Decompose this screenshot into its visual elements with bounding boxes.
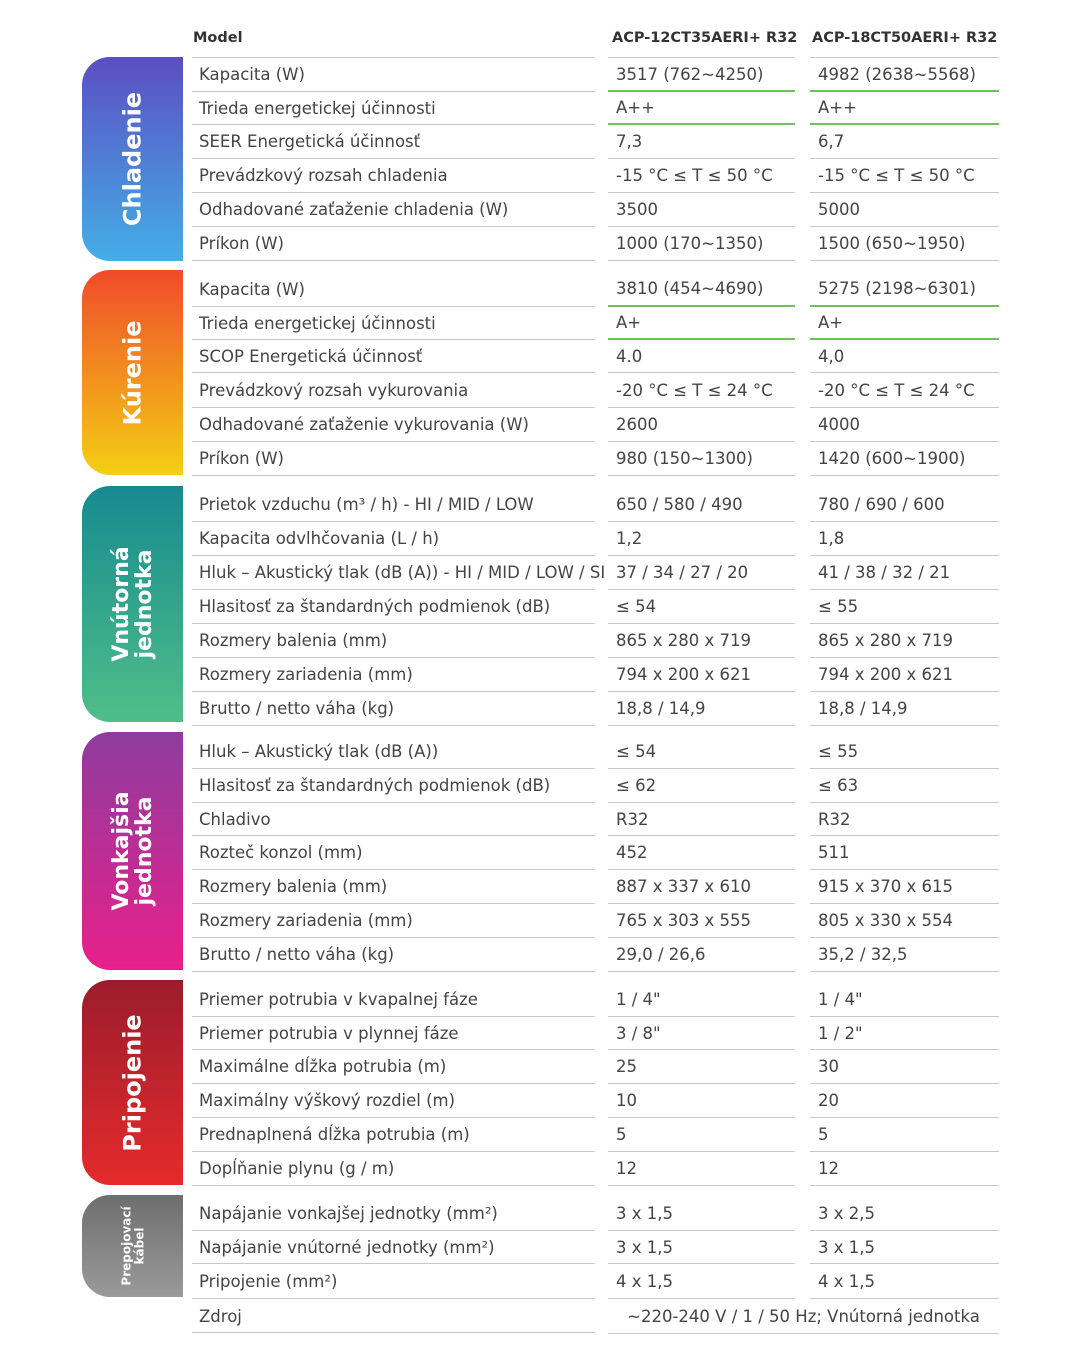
row-value-model-2: 20 <box>810 1084 999 1118</box>
row-label: Hluk – Akustický tlak (dB (A)) - HI / MID / LOW / SI <box>192 556 595 590</box>
model-1-header: ACP-12CT35AERI+ R32 <box>612 30 798 46</box>
table-row <box>0 272 1080 307</box>
row-value-model-1: R32 <box>608 803 795 836</box>
row-value-model-1: 1,2 <box>608 522 795 556</box>
row-value-model-1: 980 (150~1300) <box>608 442 795 476</box>
row-label: Príkon (W) <box>192 227 595 261</box>
row-label: SEER Energetická účinnosť <box>192 125 595 159</box>
row-label: Hlasitosť za štandardných podmienok (dB) <box>192 769 595 803</box>
table-row <box>0 556 1080 590</box>
row-label: Maximálne dĺžka potrubia (m) <box>192 1050 595 1084</box>
row-value-model-2: 30 <box>810 1050 999 1084</box>
row-value-model-1: 794 x 200 x 621 <box>608 658 795 692</box>
row-value-model-2: ≤ 55 <box>810 734 999 769</box>
table-row <box>0 58 1080 92</box>
row-value-model-1: 10 <box>608 1084 795 1118</box>
row-label: Rozmery balenia (mm) <box>192 624 595 658</box>
model-header-label: Model <box>193 30 243 46</box>
table-row <box>0 1118 1080 1152</box>
row-value-model-1: 865 x 280 x 719 <box>608 624 795 658</box>
section-title-line: Vnútorná <box>108 546 134 662</box>
row-value-model-1: ≤ 62 <box>608 769 795 803</box>
table-row <box>0 1084 1080 1118</box>
section-title-line: kábel <box>131 1227 146 1265</box>
row-label: Chladivo <box>192 803 595 836</box>
table-row <box>0 938 1080 972</box>
table-row <box>0 125 1080 159</box>
row-value-model-2: 1,8 <box>810 522 999 556</box>
row-label: Prevádzkový rozsah chladenia <box>192 159 595 193</box>
table-row <box>0 373 1080 408</box>
row-value-model-1: 1 / 4" <box>608 982 795 1017</box>
table-row <box>0 658 1080 692</box>
row-label: SCOP Energetická účinnosť <box>192 340 595 373</box>
row-value-model-1: ≤ 54 <box>608 590 795 624</box>
row-label: Odhadované zaťaženie chladenia (W) <box>192 193 595 227</box>
row-value-span: ~220-240 V / 1 / 50 Hz; Vnútorná jednotka <box>608 1300 999 1334</box>
section-title: Pripojenie <box>117 1013 146 1152</box>
row-value-model-1: 3810 (454~4690) <box>608 272 795 307</box>
row-label: Príkon (W) <box>192 442 595 476</box>
row-value-model-2: 4,0 <box>810 340 999 373</box>
row-value-model-2: ≤ 55 <box>810 590 999 624</box>
row-value-model-1: ≤ 54 <box>608 734 795 769</box>
table-row <box>0 227 1080 261</box>
row-label: Prednaplnená dĺžka potrubia (m) <box>192 1118 595 1152</box>
row-label: Prietok vzduchu (m³ / h) - HI / MID / LOW <box>192 487 595 522</box>
section-title-line: Vonkajšia <box>108 791 134 911</box>
row-value-model-2: 915 x 370 x 615 <box>810 870 999 904</box>
row-value-model-1: A++ <box>608 92 795 125</box>
row-value-model-1: 3 x 1,5 <box>608 1196 795 1231</box>
row-value-model-2: 780 / 690 / 600 <box>810 487 999 522</box>
row-value-model-2: 1 / 4" <box>810 982 999 1017</box>
row-label: Kapacita odvlhčovania (L / h) <box>192 522 595 556</box>
row-value-model-1: 7,3 <box>608 125 795 159</box>
row-label: Brutto / netto váha (kg) <box>192 692 595 726</box>
row-value-model-1: 1000 (170~1350) <box>608 227 795 261</box>
section-title-line: jednotka <box>131 549 157 659</box>
row-value-model-1: 452 <box>608 836 795 870</box>
table-row <box>0 193 1080 227</box>
row-value-model-1: 765 x 303 x 555 <box>608 904 795 938</box>
table-row <box>0 982 1080 1017</box>
row-value-model-1: 5 <box>608 1118 795 1152</box>
table-row <box>0 734 1080 769</box>
section-title: Chladenie <box>117 91 146 227</box>
row-value-model-2: 5000 <box>810 193 999 227</box>
table-row <box>0 836 1080 870</box>
row-label: Rozmery zariadenia (mm) <box>192 904 595 938</box>
table-row <box>0 1152 1080 1186</box>
row-value-model-1: 18,8 / 14,9 <box>608 692 795 726</box>
row-value-model-2: 1 / 2" <box>810 1017 999 1050</box>
row-value-model-2: 3 x 1,5 <box>810 1231 999 1264</box>
row-value-model-1: 4.0 <box>608 340 795 373</box>
table-row <box>0 1050 1080 1084</box>
row-value-model-1: -20 °C ≤ T ≤ 24 °C <box>608 373 795 408</box>
table-row <box>0 340 1080 373</box>
table-row <box>0 769 1080 803</box>
row-label: Rozmery zariadenia (mm) <box>192 658 595 692</box>
row-value-model-2: 805 x 330 x 554 <box>810 904 999 938</box>
row-label: Hluk – Akustický tlak (dB (A)) <box>192 734 595 769</box>
row-value-model-2: 4982 (2638~5568) <box>810 58 999 92</box>
row-label: Dopĺňanie plynu (g / m) <box>192 1152 595 1186</box>
table-row <box>0 159 1080 193</box>
row-value-model-2: 5275 (2198~6301) <box>810 272 999 307</box>
row-value-model-1: 25 <box>608 1050 795 1084</box>
table-row <box>0 522 1080 556</box>
table-row <box>0 1264 1080 1299</box>
table-row <box>0 1231 1080 1264</box>
row-value-model-1: 887 x 337 x 610 <box>608 870 795 904</box>
row-label: Zdroj <box>192 1300 595 1333</box>
row-label: Priemer potrubia v plynnej fáze <box>192 1017 595 1050</box>
row-value-model-1: 37 / 34 / 27 / 20 <box>608 556 795 590</box>
table-row <box>0 803 1080 836</box>
table-row <box>0 408 1080 442</box>
row-label: Trieda energetickej účinnosti <box>192 92 595 125</box>
row-value-model-2: 865 x 280 x 719 <box>810 624 999 658</box>
row-value-model-2: 4 x 1,5 <box>810 1264 999 1299</box>
table-row <box>0 307 1080 340</box>
row-value-model-2: 35,2 / 32,5 <box>810 938 999 972</box>
row-label: Brutto / netto váha (kg) <box>192 938 595 972</box>
table-row <box>0 442 1080 476</box>
row-value-model-1: 12 <box>608 1152 795 1186</box>
footer-row <box>0 1300 1080 1333</box>
row-label: Napájanie vonkajšej jednotky (mm²) <box>192 1196 595 1231</box>
section-title: Kúrenie <box>117 320 146 425</box>
row-value-model-2: -15 °C ≤ T ≤ 50 °C <box>810 159 999 193</box>
row-value-model-1: -15 °C ≤ T ≤ 50 °C <box>608 159 795 193</box>
table-row <box>0 590 1080 624</box>
row-value-model-1: 29,0 / 26,6 <box>608 938 795 972</box>
row-value-model-1: 2600 <box>608 408 795 442</box>
row-value-model-1: 3 / 8" <box>608 1017 795 1050</box>
table-row <box>0 1017 1080 1050</box>
table-row <box>0 870 1080 904</box>
row-value-model-1: 3517 (762~4250) <box>608 58 795 92</box>
row-label: Rozteč konzol (mm) <box>192 836 595 870</box>
row-value-model-2: 41 / 38 / 32 / 21 <box>810 556 999 590</box>
row-label: Rozmery balenia (mm) <box>192 870 595 904</box>
row-label: Pripojenie (mm²) <box>192 1264 595 1299</box>
row-value-model-2: ≤ 63 <box>810 769 999 803</box>
row-value-model-2: R32 <box>810 803 999 836</box>
section-title-line: Prepojovací <box>118 1206 133 1286</box>
row-value-model-2: 12 <box>810 1152 999 1186</box>
row-value-model-2: 4000 <box>810 408 999 442</box>
row-value-model-2: 18,8 / 14,9 <box>810 692 999 726</box>
row-value-model-1: 4 x 1,5 <box>608 1264 795 1299</box>
table-row <box>0 692 1080 726</box>
row-value-model-2: 511 <box>810 836 999 870</box>
table-row <box>0 904 1080 938</box>
row-value-model-1: 650 / 580 / 490 <box>608 487 795 522</box>
table-row <box>0 487 1080 522</box>
row-label: Napájanie vnútorné jednotky (mm²) <box>192 1231 595 1264</box>
row-value-model-2: A+ <box>810 307 999 340</box>
row-label: Maximálny výškový rozdiel (m) <box>192 1084 595 1118</box>
row-label: Trieda energetickej účinnosti <box>192 307 595 340</box>
table-row <box>0 92 1080 125</box>
row-value-model-1: A+ <box>608 307 795 340</box>
row-label: Kapacita (W) <box>192 272 595 307</box>
row-label: Kapacita (W) <box>192 58 595 92</box>
row-label: Odhadované zaťaženie vykurovania (W) <box>192 408 595 442</box>
row-label: Prevádzkový rozsah vykurovania <box>192 373 595 408</box>
model-2-header: ACP-18CT50AERI+ R32 <box>812 30 998 46</box>
row-value-model-1: 3500 <box>608 193 795 227</box>
row-value-model-1: 3 x 1,5 <box>608 1231 795 1264</box>
row-label: Hlasitosť za štandardných podmienok (dB) <box>192 590 595 624</box>
row-value-model-2: 5 <box>810 1118 999 1152</box>
row-value-model-2: 6,7 <box>810 125 999 159</box>
row-value-model-2: 3 x 2,5 <box>810 1196 999 1231</box>
row-value-model-2: -20 °C ≤ T ≤ 24 °C <box>810 373 999 408</box>
table-row <box>0 1196 1080 1231</box>
section-title-line: jednotka <box>131 796 157 906</box>
row-value-model-2: 1500 (650~1950) <box>810 227 999 261</box>
row-value-model-2: 794 x 200 x 621 <box>810 658 999 692</box>
table-row <box>0 624 1080 658</box>
row-value-model-2: A++ <box>810 92 999 125</box>
row-value-model-2: 1420 (600~1900) <box>810 442 999 476</box>
row-label: Priemer potrubia v kvapalnej fáze <box>192 982 595 1017</box>
